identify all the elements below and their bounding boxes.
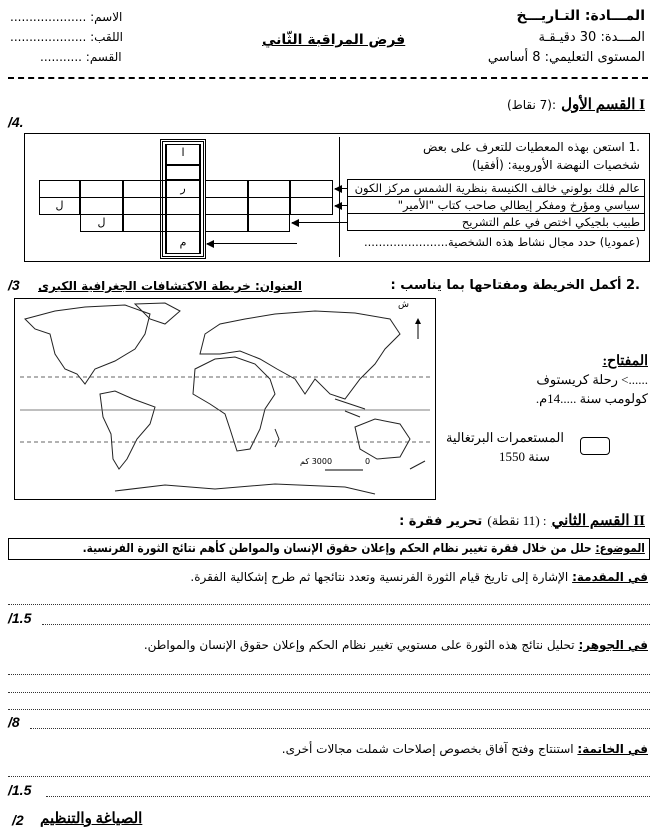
grid-cell[interactable] (166, 197, 200, 215)
conclusion-text: استنتاج وفتح آفاق بخصوص إصلاحات شملت مجالات أخرى. (281, 742, 578, 756)
grid-cell[interactable] (248, 180, 290, 198)
grid-cell[interactable] (290, 197, 333, 215)
section2-task: تحرير فقرة : (399, 514, 483, 529)
grid-cell[interactable] (80, 197, 123, 215)
q2-score: /3 (8, 277, 20, 293)
arrow-icon (207, 243, 297, 244)
conclusion-score: /1.5 (8, 782, 32, 798)
key-item-2-line2: سنة 1550 (498, 449, 550, 464)
topic-line (83, 539, 645, 557)
header-divider (8, 77, 648, 79)
answer-line[interactable] (8, 604, 650, 605)
exam-title: فرض المراقبة الثّاني (262, 32, 406, 48)
key-symbol-box[interactable] (580, 437, 610, 455)
grid-cell[interactable] (290, 180, 333, 198)
grid-cell[interactable] (123, 214, 166, 232)
arrow-icon (335, 205, 347, 206)
conclusion-instruction (282, 742, 648, 756)
answer-line[interactable] (8, 776, 650, 777)
key-item-1-line2: كولومب سنة .....14م. (535, 391, 648, 406)
level-label: المستوى التعليمي: 8 أساسي (487, 50, 645, 65)
scale-label: 3000 كم (300, 457, 333, 466)
answer-line[interactable] (8, 709, 650, 710)
grid-cell[interactable] (166, 165, 200, 180)
body-text: تحليل نتائج هذه الثورة على مستويي تغيير نظام الحكم وإعلان حقوق الإنسان والمواطن. (143, 638, 579, 652)
intro-score: /1.5 (8, 610, 32, 626)
clue-2: سياسي ومؤرخ ومفكر إيطالي صاحب كتاب "الأمير" (347, 196, 645, 214)
answer-line[interactable] (8, 692, 650, 693)
topic-box (8, 538, 650, 560)
section1-points: :(7 نقاط) (506, 98, 556, 112)
grid-cell-r[interactable]: ر (166, 180, 200, 198)
class-field[interactable]: القسم: ........... (40, 50, 122, 64)
q1-text-line1: .1 استعن بهذه المعطيات للتعرف على بعض (423, 140, 640, 154)
intro-text: الإشارة إلى تاريخ قيام الثورة الفرنسية وتعدد نتائجها ثم طرح إشكالية الفقرة. (190, 570, 573, 584)
world-map[interactable] (14, 298, 436, 500)
section2-title: II القسم الثاني (551, 513, 645, 529)
arrow-icon (292, 222, 347, 223)
grid-cell-m[interactable]: م (166, 231, 200, 254)
world-map-outline (15, 299, 435, 499)
body-label: في الجوهر: (578, 638, 648, 652)
grid-cell[interactable] (205, 214, 248, 232)
grid-cell[interactable] (123, 180, 166, 198)
grid-cell[interactable] (39, 180, 80, 198)
body-score: /8 (8, 714, 20, 730)
north-arrow-icon (415, 318, 421, 324)
map-title: العنوان: خريطة الاكتشافات الجغرافية الكبرى (38, 279, 302, 293)
clue-3: طبيب بلجيكي اختص في علم التشريح (347, 213, 645, 231)
grid-cell[interactable] (205, 197, 248, 215)
crossword-divider (339, 137, 340, 257)
duration-label: المـــدة: 30 دقيـقـة (538, 30, 645, 45)
section2-points: : (11 نقطة) (487, 513, 547, 528)
answer-line[interactable] (46, 796, 650, 797)
topic-label: الموضوع: (595, 541, 645, 555)
q1-text-line2: شخصيات النهضة الأوروبية: (أفقيا) (472, 158, 640, 172)
grid-cell[interactable] (248, 197, 290, 215)
clue-1: عالم فلك بولوني خالف الكنيسة بنظرية الشمس مركز الكون (347, 179, 645, 197)
section1-score: /4. (8, 114, 24, 130)
grid-cell[interactable] (80, 180, 123, 198)
body-instruction (144, 638, 648, 652)
name-field[interactable]: الاسم: .................... (10, 10, 123, 24)
grid-cell-l[interactable]: ل (80, 214, 123, 232)
scale-zero: 0 (365, 457, 371, 466)
key-title: المفتاح: (602, 354, 648, 369)
style-score: /2 (12, 812, 24, 828)
answer-line[interactable] (42, 624, 650, 625)
section1-heading (507, 94, 645, 114)
q2-text: .2 أكمل الخريطة ومفتاحها بما يناسب : (390, 278, 640, 293)
surname-field[interactable]: اللقب: .................... (10, 30, 123, 44)
grid-cell[interactable] (123, 197, 166, 215)
section1-title: I القسم الأول (561, 97, 645, 113)
topic-text: حلل من خلال فقرة تغيير نظام الحكم وإعلان حقوق الإنسان والمواطن كأهم نتائج الثورة الفرنسية. (82, 541, 596, 555)
grid-cell[interactable] (166, 214, 200, 232)
vertical-clue: (عموديا) حدد مجال نشاط هذه الشخصية....................... (363, 235, 640, 249)
north-label: ش (398, 300, 409, 310)
arrow-icon (335, 188, 347, 189)
intro-instruction (190, 570, 648, 584)
grid-cell[interactable] (205, 180, 248, 198)
grid-cell-l[interactable]: ل (39, 197, 80, 215)
intro-label: في المقدمة: (572, 570, 648, 584)
grid-cell-a[interactable]: ا (166, 144, 200, 165)
conclusion-label: في الخاتمة: (577, 742, 648, 756)
style-label: الصياغة والتنظيم (40, 811, 143, 827)
key-item-2-line1: المستعمرات البرتغالية (445, 430, 564, 445)
section2-heading (399, 510, 645, 530)
answer-line[interactable] (30, 728, 650, 729)
grid-cell[interactable] (248, 214, 290, 232)
subject-label: المـــادة: التـاريـــخ (516, 8, 645, 24)
key-item-1-line1: ......> رحلة كريستوف (536, 372, 648, 387)
answer-line[interactable] (8, 674, 650, 675)
